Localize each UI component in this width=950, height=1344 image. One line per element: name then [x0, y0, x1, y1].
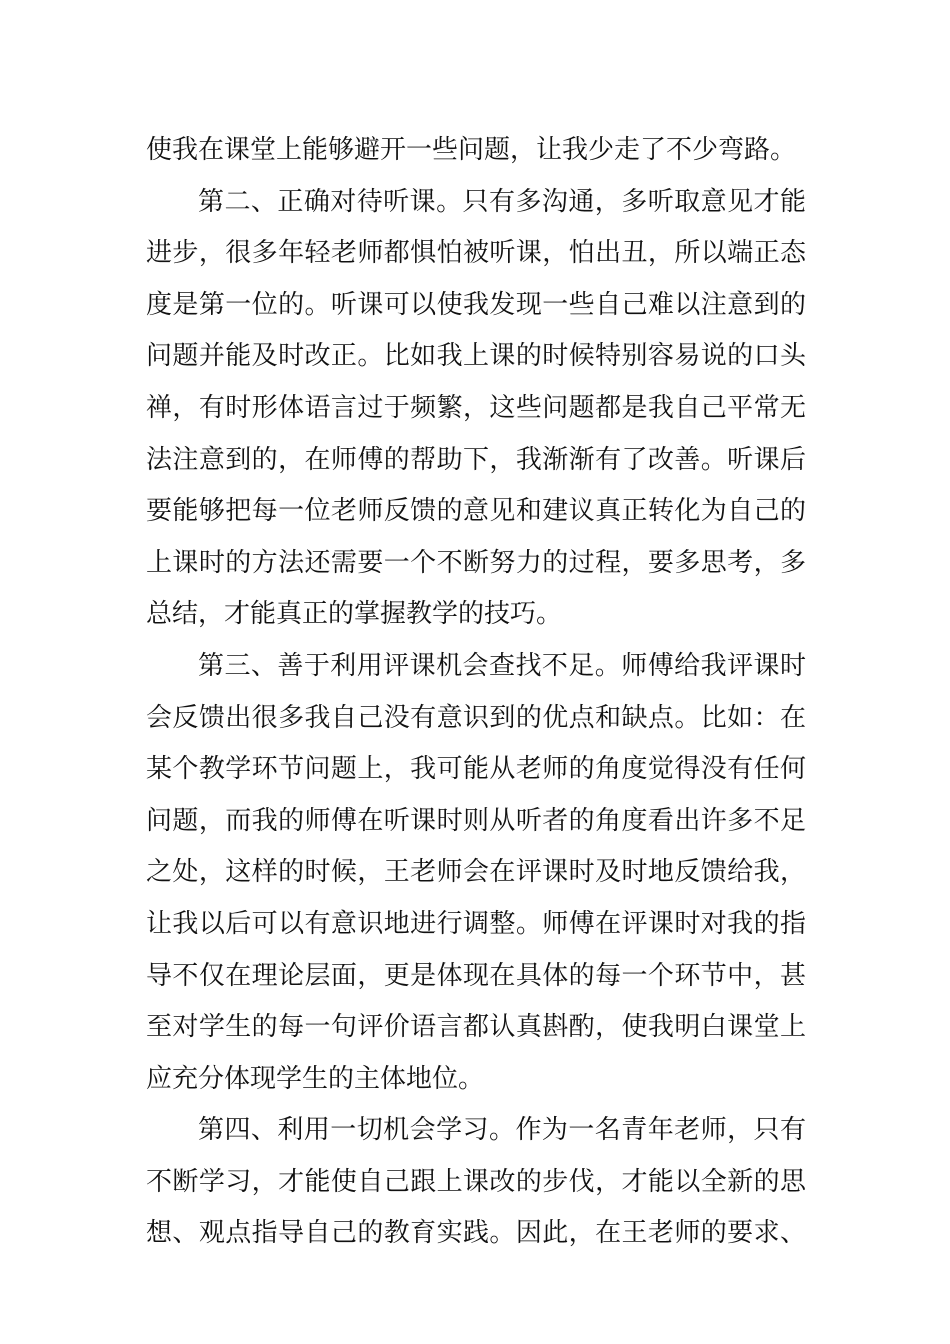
text-line: 使我在课堂上能够避开一些问题，让我少走了不少弯路。	[146, 135, 797, 165]
text-line: 之处，这样的时候，王老师会在评课时及时地反馈给我，	[146, 857, 806, 888]
text-line: 问题，而我的师傅在听课时则从听者的角度看出许多不足	[146, 805, 806, 836]
text-line: 会反馈出很多我自己没有意识到的优点和缺点。比如：在	[146, 702, 806, 733]
text-line: 问题并能及时改正。比如我上课的时候特别容易说的口头	[146, 341, 806, 372]
text-line: 想、观点指导自己的教育实践。因此，在王老师的要求、	[146, 1218, 806, 1249]
text-line: 让我以后可以有意识地进行调整。师傅在评课时对我的指	[146, 908, 806, 939]
text-line: 应充分体现学生的主体地位。	[146, 1063, 485, 1094]
text-line: 总结，才能真正的掌握教学的技巧。	[146, 599, 563, 630]
text-line: 至对学生的每一句评价语言都认真斟酌，使我明白课堂上	[146, 1012, 806, 1043]
text-line: 度是第一位的。听课可以使我发现一些自己难以注意到的	[146, 289, 806, 320]
paragraph-start-line: 第二、正确对待听课。只有多沟通，多听取意见才能	[198, 186, 806, 217]
text-line: 法注意到的，在师傅的帮助下，我渐渐有了改善。听课后	[146, 444, 806, 475]
text-line: 不断学习，才能使自己跟上课改的步伐，才能以全新的思	[146, 1166, 806, 1197]
body-text	[146, 125, 806, 1260]
paragraph-start-line: 第四、利用一切机会学习。作为一名青年老师，只有	[198, 1115, 806, 1146]
paragraph-start-line: 第三、善于利用评课机会查找不足。师傅给我评课时	[198, 650, 806, 681]
text-line: 导不仅在理论层面，更是体现在具体的每一个环节中，甚	[146, 960, 806, 991]
text-line: 上课时的方法还需要一个不断努力的过程，要多思考，多	[146, 547, 806, 578]
text-line: 进步，很多年轻老师都惧怕被听课，怕出丑，所以端正态	[146, 238, 806, 269]
text-line: 某个教学环节问题上，我可能从老师的角度觉得没有任何	[146, 754, 806, 785]
text-line: 要能够把每一位老师反馈的意见和建议真正转化为自己的	[146, 496, 806, 527]
text-line: 禅，有时形体语言过于频繁，这些问题都是我自己平常无	[146, 392, 806, 423]
